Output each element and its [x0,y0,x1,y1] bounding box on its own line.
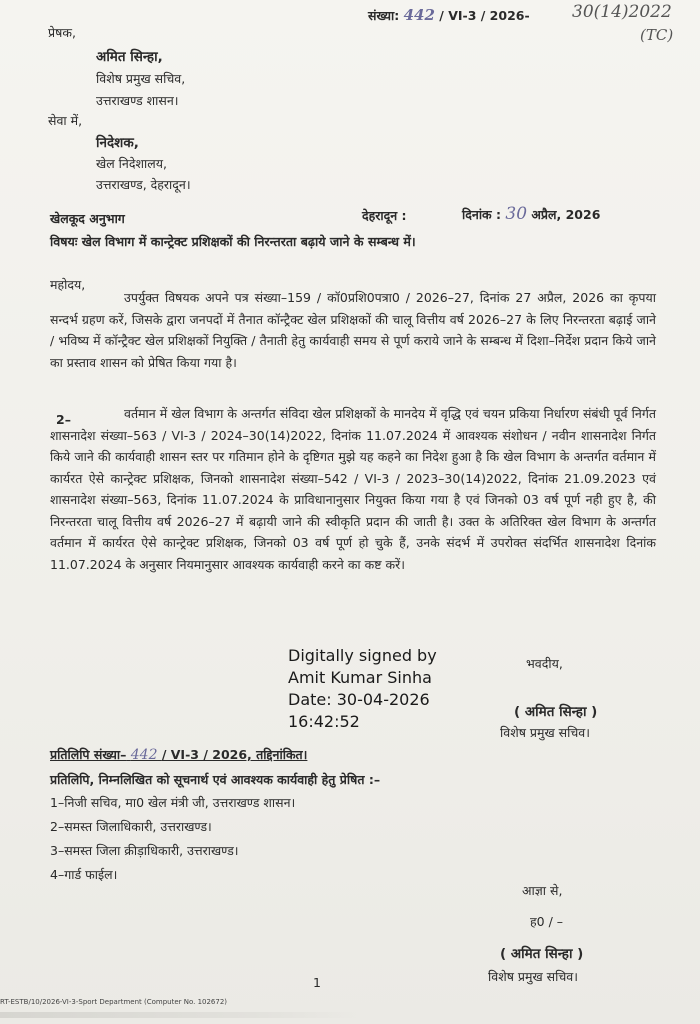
body-paragraph-2 [50,403,656,575]
sender-office: उत्तराखण्ड शासन। [96,93,179,108]
page-number: 1 [313,975,321,990]
recipient-place: उत्तराखण्ड, देहरादून। [96,177,191,192]
closing-yours: भवदीय, [526,656,563,671]
ref-suffix: / VI-3 / 2026- [439,8,530,23]
para2-number: 2– [56,412,71,427]
copy-sign-designation: विशेष प्रमुख सचिव। [488,969,578,984]
reference-number [368,6,530,25]
salutation: महोदय, [50,277,86,292]
digital-signature [288,645,437,733]
body-paragraph-1 [50,287,656,373]
sender-name: अमित सिन्हा, [96,49,163,65]
copy-sign-name: ( अमित सिन्हा ) [500,946,584,962]
date-label: दिनांक : [462,207,502,222]
footer-smudge [0,1012,360,1018]
sender-designation: विशेष प्रमुख सचिव, [96,71,186,86]
ref-number-handwritten: 442 [403,6,435,24]
ref-tc-handwritten: (TC) [640,26,674,44]
copy-ref-suffix: / VI-3 / 2026, तद्दिनांकित। [161,747,308,762]
dsig-line2: Amit Kumar Sinha [288,668,432,687]
ref-extra-handwritten: 30(14)2022 [572,2,672,22]
recipient-name: निदेशक, [96,135,139,151]
place-label: देहरादून : [362,208,407,223]
copy-item: 1–निजी सचिव, मा0 खेल मंत्री जी, उत्तराखण्ड शासन। [50,795,296,810]
date-rest: अप्रैल, 2026 [531,207,601,222]
letter-date [462,205,600,224]
copy-ref-number-handwritten: 442 [130,747,158,763]
dsig-line4: 16:42:52 [288,712,360,731]
copy-item: 3–समस्त जिला क्रीड़ाधिकारी, उत्तराखण्ड। [50,843,239,858]
recipient-office: खेल निदेशालय, [96,156,167,171]
closing-name: ( अमित सिन्हा ) [514,704,598,720]
dsig-line3: Date: 30-04-2026 [288,690,430,709]
copy-item: 4–गार्ड फाईल। [50,867,118,882]
footer-line: RT-ESTB/10/2026-VI-3-Sport Department (Computer No. 102672) [0,998,228,1006]
initials: ह0 / – [530,914,563,929]
copy-intro: प्रतिलिपि, निम्नलिखित को सूचनार्थ एवं आवश्यक कार्यवाही हेतु प्रेषित :– [50,772,381,787]
closing-designation: विशेष प्रमुख सचिव। [500,725,590,740]
para1-text: उपर्युक्त विषयक अपने पत्र संख्या–159 / कॉ0प्रशि0पत्रा0 / 2026–27, दिनांक 27 अप्रैल, 2026 का कृपया सन्दर्भ ग्रहण करें, जिसके द्वारा जनपदों में तैनात कॉन्ट्रैक्ट खेल प्रशिक्षकों की चालू वित्तीय वर्ष 2026–27 के लिए निरन्तरता बढ़ाई जाने / भविष्य में कॉन्ट्रैक्ट खेल प्रशिक्षकों नियुक्ति / तैनाती हेतु कार्यवाही समय से पूर्ण कराये जाने के सम्बन्ध में दिशा–निर्देश प्रदान किये जाने का प्रस्ताव शासन को प्रेषित किया गया है। [50,290,656,370]
ref-prefix: संख्या: [368,8,400,23]
recipient-label: सेवा में, [48,113,83,128]
section-name: खेलकूद अनुभाग [50,211,125,226]
subject-line: विषयः खेल विभाग में कान्ट्रेक्ट प्रशिक्षकों की निरन्तरता बढ़ाये जाने के सम्बन्ध में। [50,234,416,249]
copy-item: 2–समस्त जिलाधिकारी, उत्तराखण्ड। [50,819,212,834]
para2-text: वर्तमान में खेल विभाग के अन्तर्गत संविदा खेल प्रशिक्षकों के मानदेय में वृद्धि एवं चयन प्रकिया निर्धारण संबंधी पूर्व निर्गत शासनादेश संख्या–563 / VI-3 / 2024–30(14)2022, दिनांक 11.07.2024 में आवश्यक संशोधन / नवीन शासनादेश निर्गत किये जाने की कार्यवाही शासन स्तर पर गतिमान होने के दृष्टिगत मुझे यह कहने का निदेश हुआ है कि खेल विभाग के अन्तर्गत वर्तमान में कार्यरत ऐसे कान्ट्रेक्ट प्रशिक्षक, जिनको शासनादेश संख्या–542 / VI-3 / 2023–30(14)2022, दिनांक 21.09.2023 एवं शासनादेश संख्या–563, दिनांक 11.07.2024 के प्राविधानानुसार नियुक्त किया गया है एवं जिनको 03 वर्ष पूर्ण नही हुए है, की निरन्तरता चालू वित्तीय वर्ष 2026–27 में बढ़ायी जाने की स्वीकृति प्रदान की जाती है। उक्त के अतिरिक्त खेल विभाग के अन्तर्गत वर्तमान में कार्यरत ऐसे कान्ट्रेक्ट प्रशिक्षक, जिनको 03 वर्ष पूर्ण हो चुके हैं, उनके संदर्भ में उपरोक्त संदर्भित शासनादेश दिनांक 11.07.2024 के अनुसार नियमानुसार आवश्यक कार्यवाही करने का कष्ट करें। [50,406,656,572]
copy-ref-prefix: प्रतिलिपि संख्या– [50,747,127,762]
copy-reference [50,746,307,764]
sender-label: प्रेषक, [48,25,76,40]
date-day-handwritten: 30 [505,204,528,224]
dsig-line1: Digitally signed by [288,646,437,665]
by-order: आज्ञा से, [522,883,563,898]
